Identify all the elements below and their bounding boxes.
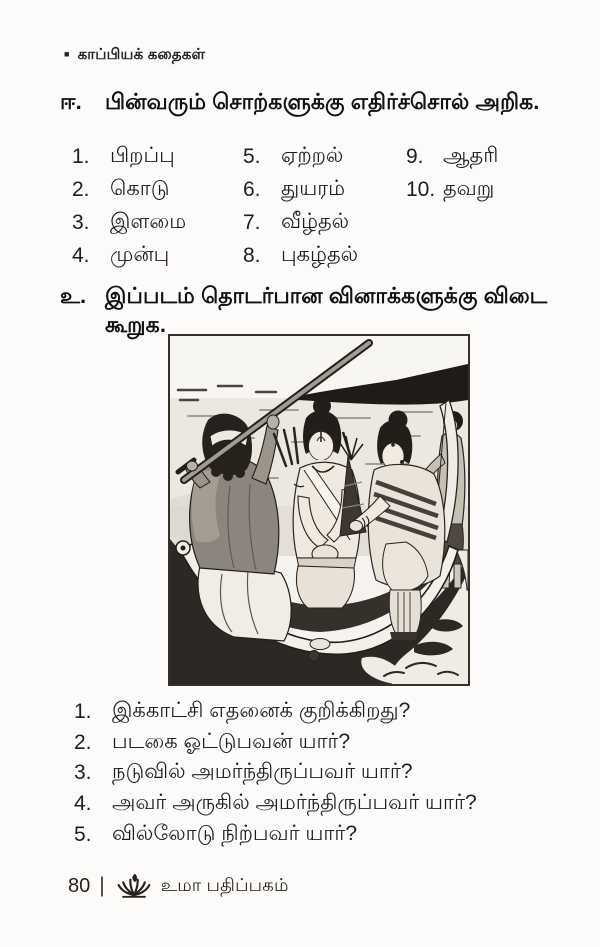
word-item [406, 140, 498, 173]
page-footer [68, 870, 289, 902]
section-title-u: இப்படம் தொடர்பான வினாக்களுக்கு விடை கூறுக. [105, 283, 548, 337]
chapter-header [64, 46, 205, 65]
word-text: புகழ்தல் [281, 242, 359, 266]
question-text: படகை ஓட்டுபவன் யார்? [112, 729, 351, 753]
word-item [72, 206, 186, 239]
section-title-e: பின்வரும் சொற்களுக்கு எதிர்ச்சொல் அறிக. [105, 89, 540, 114]
word-number: 3. [72, 210, 90, 234]
word-number: 2. [72, 177, 90, 201]
section-label-u: உ. [60, 283, 87, 308]
word-text: ஏற்றல் [281, 143, 344, 167]
word-number: 9. [406, 144, 424, 168]
word-item [406, 173, 498, 206]
square-bullet-icon: ■ [64, 49, 70, 59]
section-heading-antonyms [60, 89, 540, 118]
word-text: முன்பு [110, 242, 170, 266]
word-number: 6. [243, 177, 261, 201]
word-text: ஆதரி [443, 143, 499, 167]
word-item [243, 206, 358, 239]
word-text: தவறு [443, 176, 495, 200]
word-number: 1. [72, 144, 90, 168]
word-number: 7. [243, 210, 261, 234]
page-number: 80 [68, 874, 91, 897]
chapter-title: காப்பியக் கதைகள் [77, 46, 206, 63]
question-item [74, 789, 477, 820]
illustration-figure [168, 334, 470, 686]
word-item [72, 140, 186, 173]
word-item [243, 239, 358, 272]
section-heading-picture-questions [60, 283, 600, 341]
word-text: வீழ்தல் [281, 209, 350, 233]
question-text: இக்காட்சி எதனைக் குறிக்கிறது? [112, 699, 411, 723]
question-item [74, 697, 477, 728]
publisher-name: உமா பதிப்பகம் [160, 874, 289, 895]
publisher-logo-icon [116, 873, 152, 899]
word-text: துயரம் [281, 176, 345, 200]
word-text: இளமை [110, 209, 187, 233]
word-text: கொடு [110, 176, 170, 200]
word-number: 4. [72, 243, 90, 267]
footer-separator: | [99, 874, 105, 897]
question-number: 1. [74, 700, 92, 724]
question-item [74, 758, 477, 789]
word-list-column-1 [72, 140, 186, 272]
word-item [243, 140, 358, 173]
word-list-column-2 [243, 140, 358, 272]
question-number: 2. [74, 730, 92, 754]
word-list-column-3 [406, 140, 498, 206]
word-item [72, 239, 186, 272]
question-item [74, 819, 477, 850]
question-text: நடுவில் அமர்ந்திருப்பவர் யார்? [112, 760, 413, 784]
question-number: 5. [74, 822, 92, 846]
boat-scene-illustration [170, 336, 468, 684]
section-label-e: ஈ. [60, 89, 82, 114]
word-number: 8. [243, 243, 261, 267]
word-text: பிறப்பு [110, 143, 175, 167]
question-text: வில்லோடு நிற்பவர் யார்? [112, 821, 358, 845]
question-text: அவர் அருகில் அமர்ந்திருப்பவர் யார்? [112, 791, 477, 815]
word-number: 10. [406, 177, 436, 201]
question-number: 4. [74, 792, 92, 816]
question-item [74, 728, 477, 759]
word-item [243, 173, 358, 206]
word-item [72, 173, 186, 206]
questions-list [74, 697, 477, 850]
question-number: 3. [74, 761, 92, 785]
word-number: 5. [243, 144, 261, 168]
